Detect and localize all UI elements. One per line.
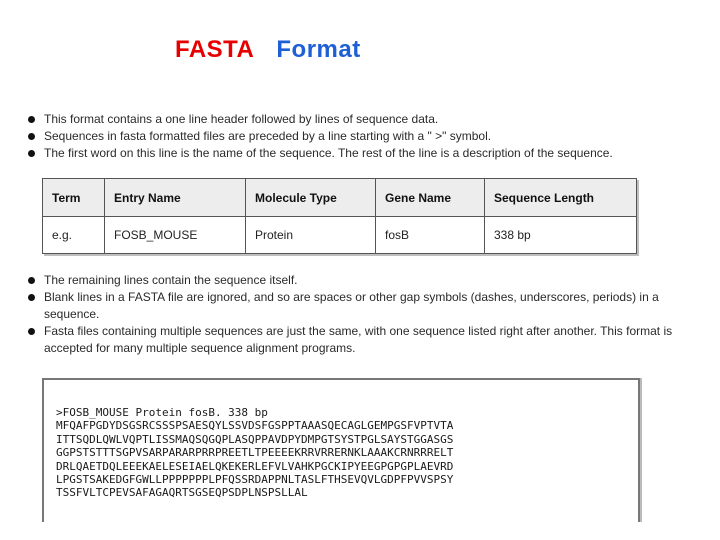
bullet-text: The remaining lines contain the sequence itself.: [44, 273, 298, 287]
title-word-format: Format: [276, 36, 361, 63]
sequence-line: GGPSTSTTTSGPVSARPARARPRRPREETLTPEEEEKRRVRRERNKLAAAKCRNRRRELT: [56, 446, 454, 460]
bullet-text: Sequences in fasta formatted files are preceded by a line starting with a " >" symbol.: [44, 129, 492, 143]
list-item: [28, 289, 708, 323]
bullet-icon: [28, 133, 35, 140]
column-header-term: Term: [43, 179, 105, 217]
sequence-line: TSSFVLTCPEVSAFAGAQRTSGSEQPSDPLNSPSLLAL: [56, 486, 308, 500]
list-item: [28, 145, 708, 162]
sequence-line: ITTSQDLQWLVQPTLISSMAQSQGQPLASQPPAVDPYDMPGTSYSTPGLSAYSTGGASGS: [56, 432, 454, 446]
list-item: [28, 111, 708, 128]
table-header-row: [43, 179, 637, 217]
intro-bullet-list: [28, 111, 708, 162]
sequence-text: [56, 406, 453, 500]
bullet-text: Blank lines in a FASTA file are ignored, and so are spaces or other gap symbols (dashes, underscores, periods) in a sequence.: [44, 290, 659, 321]
column-header-molecule-type: Molecule Type: [246, 179, 376, 217]
bullet-text: Fasta files containing multiple sequences are just the same, with one sequence listed right after another. This format is accepted for many multiple sequence alignment programs.: [44, 324, 673, 355]
sequence-header-line: >FOSB_MOUSE Protein fosB. 338 bp: [56, 406, 268, 419]
column-header-gene-name: Gene Name: [376, 179, 485, 217]
page-title: [175, 36, 361, 64]
list-item: [28, 323, 708, 357]
bullet-icon: [28, 294, 35, 301]
cell-molecule-type: Protein: [246, 217, 376, 254]
bullet-text: The first word on this line is the name of the sequence. The rest of the line is a description of the sequence.: [44, 146, 613, 160]
fasta-sequence-example: [42, 378, 640, 522]
sequence-line: LPGSTSAKEDGFGWLLPPPPPPPLPFQSSRDAPPNLTASLFTHSEVQVLGDPFPVVSPSY: [56, 473, 454, 487]
column-header-entry-name: Entry Name: [105, 179, 246, 217]
table-row: [43, 217, 637, 254]
cell-sequence-length: 338 bp: [485, 217, 637, 254]
cell-gene-name: fosB: [376, 217, 485, 254]
bullet-icon: [28, 150, 35, 157]
title-word-fasta: FASTA: [175, 36, 255, 63]
bullet-icon: [28, 277, 35, 284]
cell-entry-name: FOSB_MOUSE: [105, 217, 246, 254]
column-header-sequence-length: Sequence Length: [485, 179, 637, 217]
list-item: [28, 128, 708, 145]
bullet-icon: [28, 116, 35, 123]
fasta-header-fields-table: [42, 178, 637, 254]
sequence-line: DRLQAETDQLEEEKAELESEIAELQKEKERLEFVLVAHKPGCKIPYEEGPGPGPLAEVRD: [56, 459, 454, 473]
bullet-text: This format contains a one line header followed by lines of sequence data.: [44, 112, 439, 126]
bullet-icon: [28, 328, 35, 335]
list-item: [28, 272, 708, 289]
details-bullet-list: [28, 272, 708, 357]
sequence-line: MFQAFPGDYDSGSRCSSSPSAESQYLSSVDSFGSPPTAAASQECAGLGEMPGSFVPTVTA: [56, 419, 454, 433]
cell-term: e.g.: [43, 217, 105, 254]
